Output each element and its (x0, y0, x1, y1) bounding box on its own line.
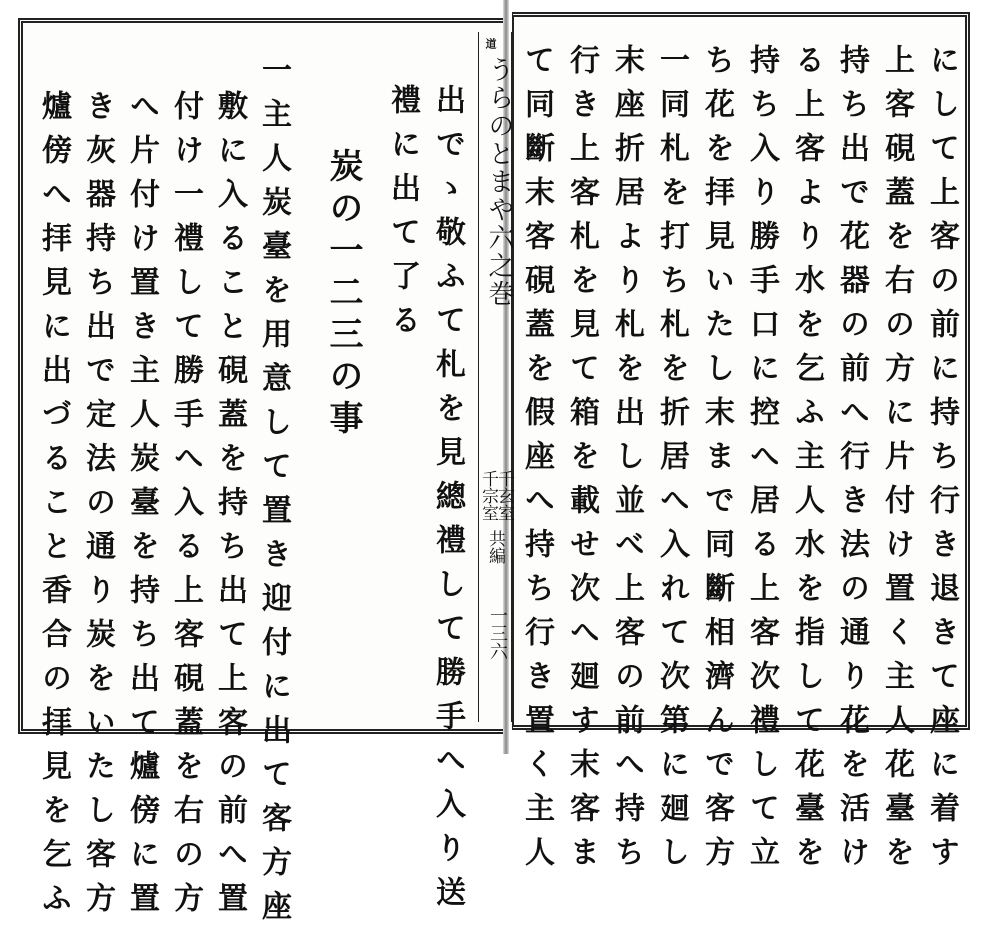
text-column: 一主人炭臺を用意して置き迎付に出て客方座 (256, 54, 291, 934)
text-column: 末座折居より札を出し並べ上客の前へ持ち (609, 44, 644, 880)
text-column: 爐傍へ拝見に出づること香合の拝見を乞ふ (36, 90, 71, 926)
text-column: 付け一禮して勝手へ入る上客硯蓋を右の方 (168, 90, 203, 926)
text-column: 持ち入り勝手口に控へ居る上客次禮して立 (744, 44, 779, 880)
text-column: 持ち出で花器の前へ行き法の通り花を活け (834, 44, 869, 880)
text-column: 敷に入ること硯蓋を持ち出て上客の前へ置 (212, 90, 247, 926)
section-heading: 炭の一二三の事 (323, 148, 363, 442)
page-number: 一三六 (487, 606, 508, 660)
text-column: き灰器持ち出で定法の通り炭をいたし客方 (80, 90, 115, 926)
text-column: 出でゝ敬ふて札を見總禮して勝手へ入り送 (430, 84, 465, 920)
text-column: 上客硯蓋を右の方に片付け置く主人花臺を (879, 44, 914, 880)
author-1: 千玄室 (494, 470, 514, 521)
header-label: 道 (484, 38, 497, 49)
text-column: にして上客の前に持ち行き退きて座に着す (924, 44, 959, 880)
editors-label: 共編 (485, 530, 505, 564)
text-column: 禮に出て了る (385, 84, 420, 348)
text-column: る上客より水を乞ふ主人水を指して花臺を (789, 44, 824, 880)
text-column: 一同札を打ち札を折居へ入れて次第に廻し (654, 44, 689, 880)
text-column: 行き上客札を見て箱を載せ次へ廻す末客ま (564, 44, 599, 880)
text-column: ち花を拝見いたし末まで同斷相濟んで客方 (699, 44, 734, 880)
book-title: うらのとまや六之巻 (484, 56, 514, 308)
text-column: て同斷末客硯蓋を假座へ持ち行き置く主人 (519, 44, 554, 880)
text-column: へ片付け置き主人炭臺を持ち出て爐傍に置 (124, 90, 159, 926)
author-2: 千宗室 (478, 470, 498, 521)
